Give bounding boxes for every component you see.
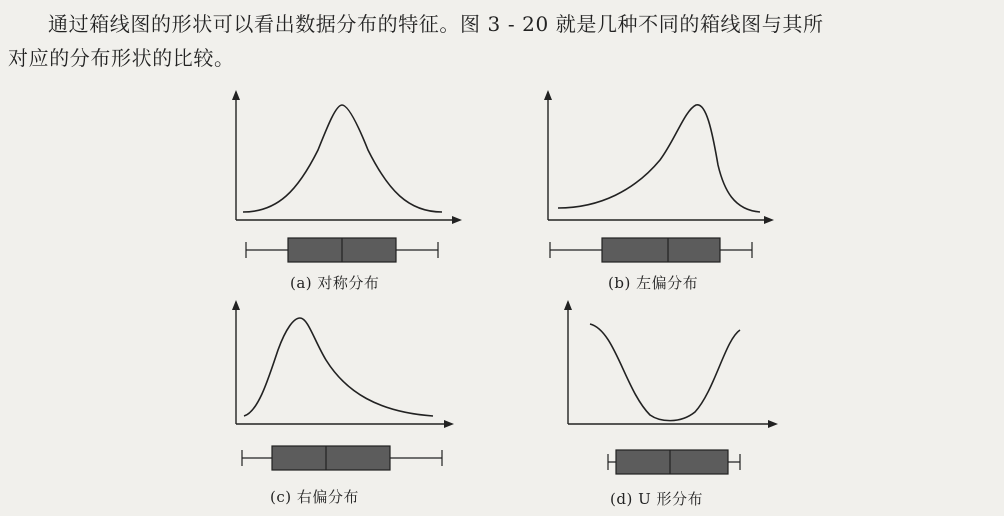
x-axis-arrow-icon	[768, 420, 778, 428]
figure-a-graphic	[228, 90, 468, 300]
caption-d: (d) U 形分布	[610, 490, 703, 508]
x-axis-arrow-icon	[444, 420, 454, 428]
figure-d-graphic	[560, 300, 800, 510]
x-axis-arrow-icon	[764, 216, 774, 224]
figure-c-graphic	[228, 300, 468, 510]
caption-c: (c) 右偏分布	[270, 488, 359, 506]
distribution-curve	[243, 105, 442, 212]
distribution-curve	[590, 324, 740, 421]
y-axis-arrow-icon	[564, 300, 572, 310]
paragraph-line-1: 通过箱线图的形状可以看出数据分布的特征。图 3 - 20 就是几种不同的箱线图与其所	[48, 12, 824, 36]
figure-panel-d	[560, 300, 800, 510]
figure-panel-b	[540, 90, 780, 300]
y-axis-arrow-icon	[232, 300, 240, 310]
distribution-curve	[558, 105, 760, 212]
distribution-curve	[244, 318, 433, 416]
figure-panel-a	[228, 90, 468, 300]
y-axis-arrow-icon	[232, 90, 240, 100]
y-axis-arrow-icon	[544, 90, 552, 100]
x-axis-arrow-icon	[452, 216, 462, 224]
box-iqr	[602, 238, 720, 262]
caption-b: (b) 左偏分布	[608, 274, 699, 292]
figure-b-graphic	[540, 90, 780, 300]
figure-panel-c	[228, 300, 468, 510]
box-iqr	[616, 450, 728, 474]
paragraph-line-2: 对应的分布形状的比较。	[8, 46, 235, 70]
box-iqr	[272, 446, 390, 470]
caption-a: (a) 对称分布	[290, 274, 380, 292]
